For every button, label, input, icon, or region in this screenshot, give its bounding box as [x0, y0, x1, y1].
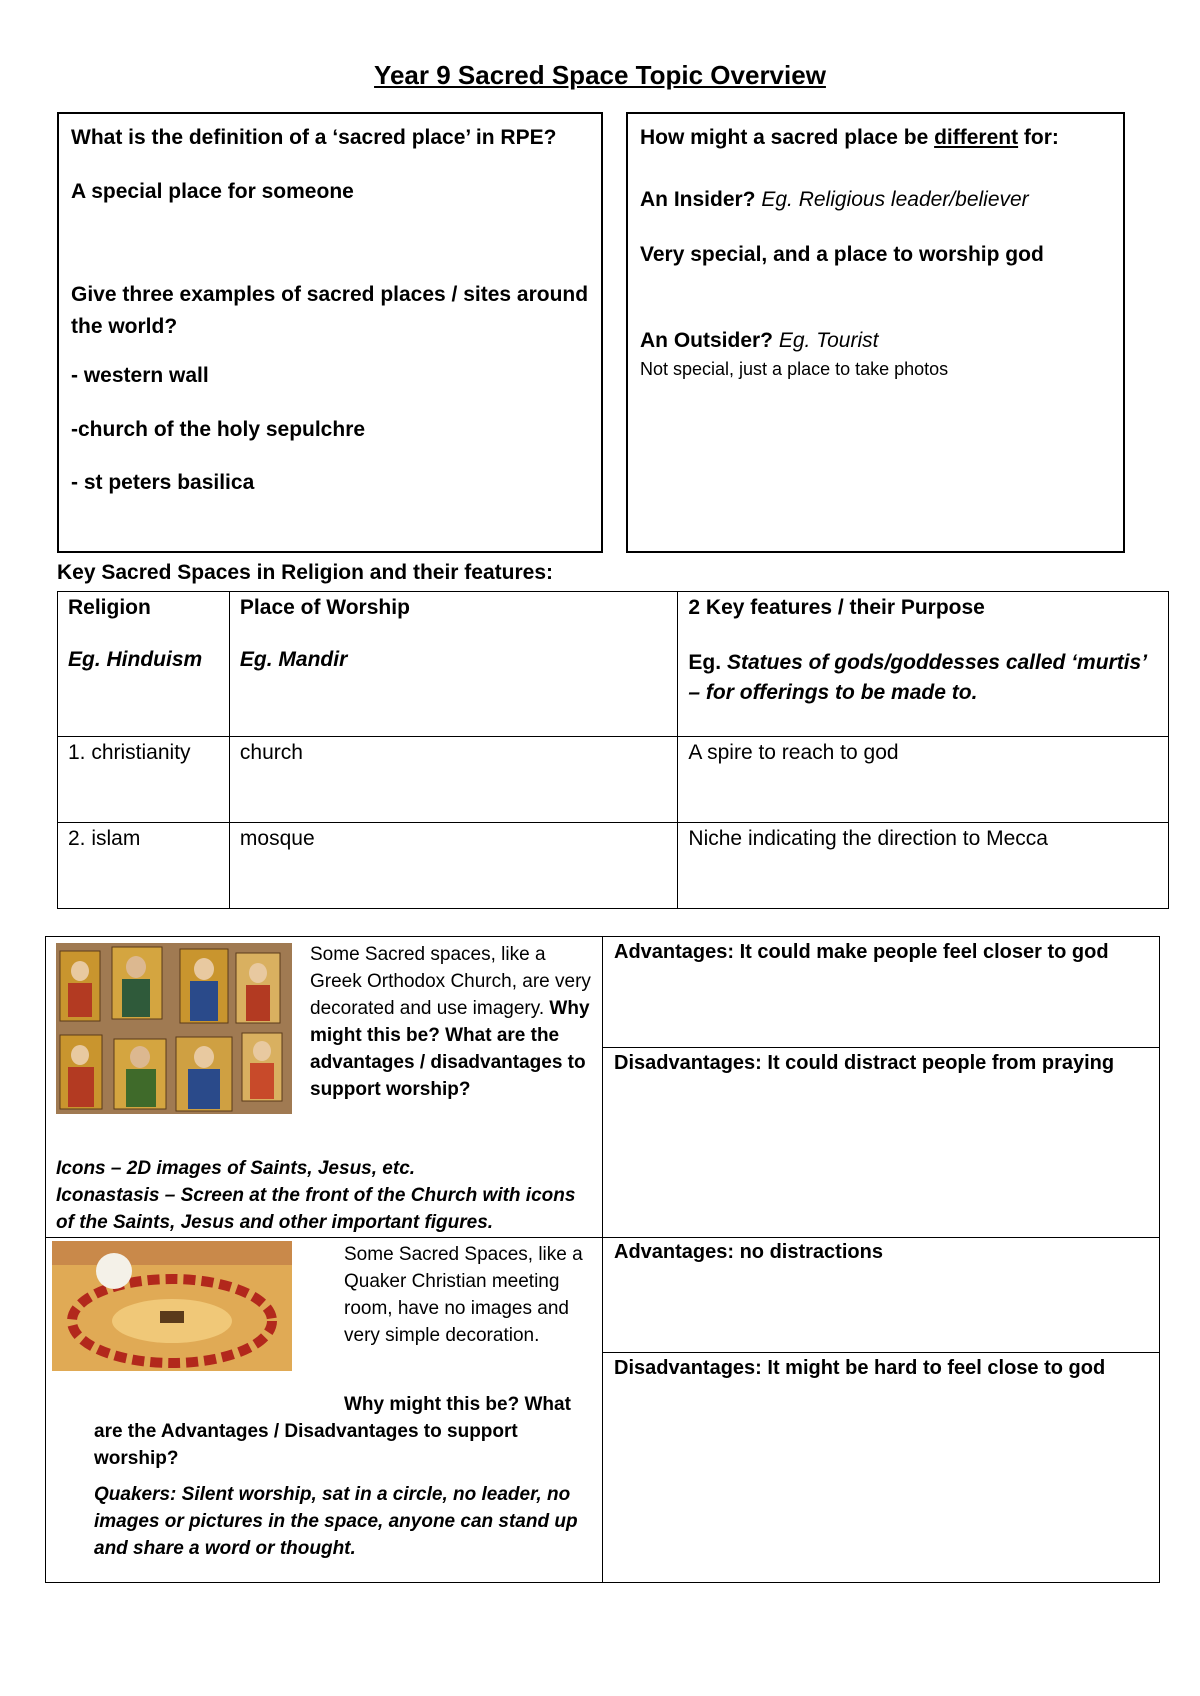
decorated-text	[310, 941, 595, 1103]
place-header: Place of Worship	[239, 596, 410, 619]
decorated-plain-text: Some Sacred spaces, like a Greek Orthodox Church, are very decorated and use imagery.	[310, 944, 591, 1019]
section-divider	[602, 937, 603, 1582]
insider-answer: Very special, and a place to worship god	[640, 243, 1044, 266]
religion-header: Religion	[68, 596, 151, 619]
religion-cell: 2. islam	[58, 823, 230, 909]
decorated-question: Why might this be? What are the advantages / disadvantages to support worship?	[310, 998, 590, 1100]
quakers-description: Quakers: Silent worship, sat in a circle, no leader, no images or pictures in the space, anyone can stand up and share a word or thought.	[94, 1484, 578, 1559]
outsider-example: Eg. Tourist	[778, 328, 879, 352]
different-question	[640, 122, 1111, 154]
adv-divider-2	[602, 1237, 1159, 1238]
simple-text	[344, 1241, 596, 1349]
table-row	[58, 823, 1169, 909]
quaker-room-picture	[52, 1241, 292, 1371]
icons-definitions	[56, 1155, 596, 1236]
features-heading: Key Sacred Spaces in Religion and their features:	[57, 561, 553, 584]
orthodox-icons-picture	[56, 943, 292, 1114]
religion-header-cell	[58, 592, 230, 737]
outsider-answer: Not special, just a place to take photos	[640, 359, 949, 379]
feature-cell: A spire to reach to god	[678, 737, 1169, 823]
definition-question: What is the definition of a ‘sacred place’ in RPE?	[71, 126, 557, 149]
question-text: How might a sacred place be	[640, 126, 935, 149]
place-example: Eg. Mandir	[239, 648, 348, 671]
table-row	[58, 737, 1169, 823]
simple-question	[94, 1391, 596, 1472]
features-example-eg: Eg.	[688, 651, 722, 674]
place-cell: church	[229, 737, 678, 823]
icons-definition: Icons – 2D images of Saints, Jesus, etc.	[56, 1158, 416, 1179]
examples-question: Give three examples of sacred places / sites around the world?	[71, 283, 589, 338]
question-underlined: different	[934, 126, 1019, 149]
place-header-cell	[229, 592, 678, 737]
features-example	[688, 648, 1158, 708]
example-3: - st peters basilica	[71, 471, 255, 494]
decorated-disadvantages: Disadvantages: It could distract people from praying	[614, 1052, 1115, 1074]
features-table	[57, 591, 1169, 909]
features-header: 2 Key features / their Purpose	[688, 596, 985, 619]
decorated-advantages: Advantages: It could make people feel closer to god	[614, 941, 1109, 963]
page-title: Year 9 Sacred Space Topic Overview	[374, 60, 826, 90]
insider-line	[640, 184, 1111, 216]
simple-advantages: Advantages: no distractions	[614, 1241, 883, 1263]
simple-question-text: Why might this be? What are the Advantages / Disadvantages to support worship?	[94, 1394, 571, 1469]
outsider-line	[640, 325, 1111, 357]
simple-plain-text: Some Sacred Spaces, like a Quaker Christian meeting room, have no images and very simple decoration.	[344, 1244, 583, 1346]
adv-divider-1	[602, 1047, 1159, 1048]
question-text-end: for:	[1018, 126, 1059, 149]
row-divider	[46, 1237, 602, 1238]
simple-disadvantages: Disadvantages: It might be hard to feel close to god	[614, 1357, 1106, 1379]
different-box	[626, 112, 1125, 553]
table-header-row	[58, 592, 1169, 737]
iconostasis-definition: Iconastasis – Screen at the front of the Church with icons of the Saints, Jesus and other important figures.	[56, 1185, 576, 1233]
imagery-section	[45, 936, 1160, 1583]
religion-example: Eg. Hinduism	[68, 648, 203, 671]
definition-answer: A special place for someone	[71, 179, 354, 203]
place-cell: mosque	[229, 823, 678, 909]
insider-label: An Insider?	[640, 187, 756, 211]
example-2: -church of the holy sepulchre	[71, 417, 366, 441]
insider-example: Eg. Religious leader/believer	[761, 187, 1029, 211]
features-example-text: Statues of gods/goddesses called ‘murtis’ – for offerings to be made to.	[688, 651, 1147, 704]
features-header-cell	[678, 592, 1169, 737]
example-1: - western wall	[71, 364, 209, 387]
outsider-label: An Outsider?	[640, 328, 774, 352]
feature-cell: Niche indicating the direction to Mecca	[678, 823, 1169, 909]
religion-cell: 1. christianity	[58, 737, 230, 823]
definition-box	[57, 112, 603, 553]
adv-divider-3	[602, 1352, 1159, 1353]
